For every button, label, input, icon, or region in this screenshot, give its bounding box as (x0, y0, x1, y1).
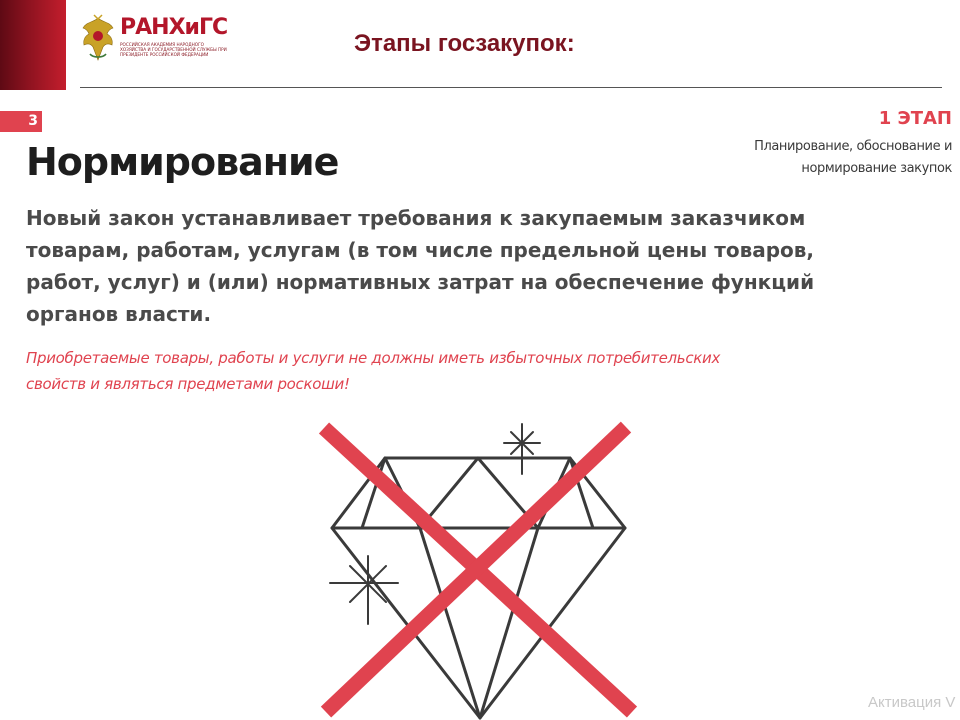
diamond-outline (332, 458, 625, 718)
section-heading: Нормирование (26, 140, 339, 184)
page-title: Этапы госзакупок: (354, 30, 575, 57)
eagle-emblem-icon (80, 14, 116, 64)
luxury-warning: Приобретаемые товары, работы и услуги не должны иметь избыточных потребительских свойств и являться предметами роскоши! (26, 349, 721, 393)
step-number-badge: 3 (0, 111, 42, 132)
red-cross-icon (324, 427, 632, 712)
stage-label: 1 ЭТАП (878, 108, 952, 129)
title-divider (80, 87, 942, 88)
sparkle-left-icon (330, 556, 398, 624)
logo-name: РАНХиГС (120, 15, 228, 40)
stage-description: Планирование, обоснование и нормирование закупок (754, 139, 952, 176)
header-red-band (0, 0, 66, 90)
body-paragraph: Новый закон устанавливает требования к закупаемым заказчиком товарам, работам, услугам (в том числе предельной цены товаров, работ, услуг) и (или) нормативных затрат на обеспечение функций органов власти. (26, 206, 815, 326)
logo-subtitle: РОССИЙСКАЯ АКАДЕМИЯ НАРОДНОГО ХОЗЯЙСТВА И ГОСУДАРСТВЕННОЙ СЛУЖБЫ ПРИ ПРЕЗИДЕНТЕ РОССИЙСКОЙ ФЕДЕРАЦИИ (120, 42, 227, 58)
activation-watermark: Активация V (868, 694, 956, 711)
sparkle-top-icon (504, 424, 540, 474)
crossed-out-diamond-icon (300, 405, 660, 720)
ranepa-logo (80, 14, 230, 64)
